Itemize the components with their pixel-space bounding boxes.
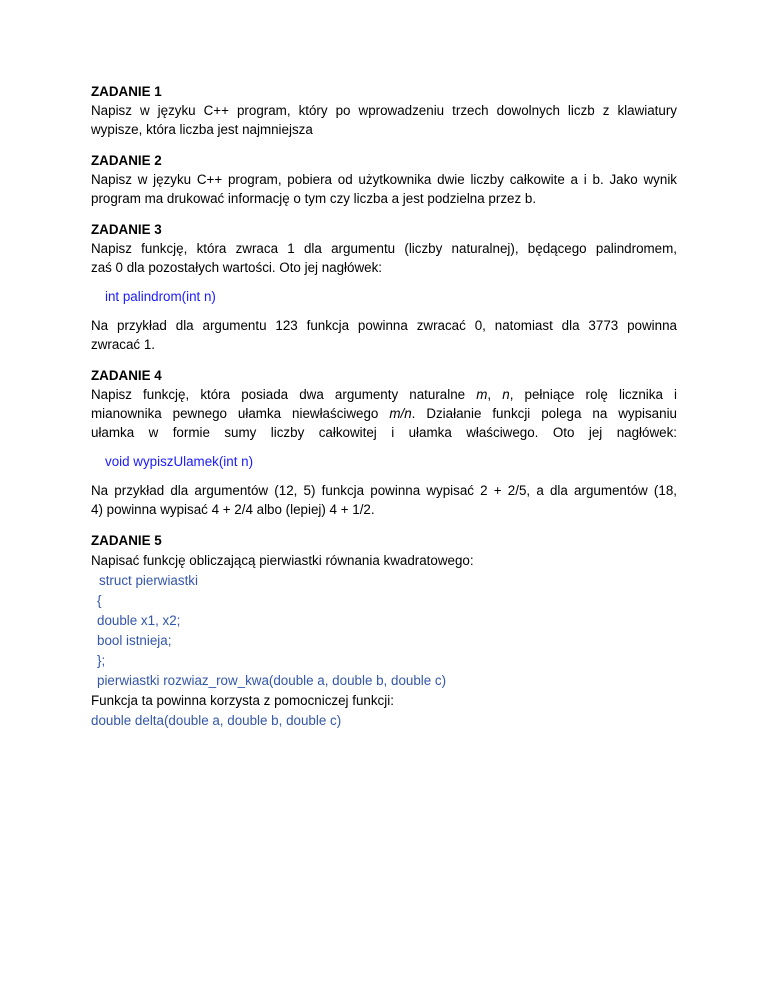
task-3-example-line2: zwracać 1. (91, 337, 155, 352)
task-4-var-mn: m/n (389, 406, 412, 421)
task-2-body-line1: Napisz w języku C++ program, pobiera od użytkownika dwie liczby całkowite a i b. Jako wynik (91, 172, 677, 187)
task-3-title: ZADANIE 3 (91, 222, 162, 237)
task-4-example-line2: 4) powinna wypisać 4 + 2/4 albo (lepiej) 4 + 1/2. (91, 502, 375, 517)
task-2-body-line2: program ma drukować informację o tym czy liczba a jest podzielna przez b. (91, 191, 537, 206)
task-1 (91, 82, 677, 139)
task-5-code-line-open-brace: { (97, 593, 102, 608)
document-page (91, 82, 677, 731)
task-4-body-line1-text-b: , pełniące rolę licznika i (509, 387, 677, 402)
task-4-example-line1: Na przykład dla argumentów (12, 5) funkcja powinna wypisać 2 + 2/5, a dla argumentów (18, (91, 483, 677, 498)
task-4-body-line1-comma: , (487, 387, 503, 402)
task-3-example-line1: Na przykład dla argumentu 123 funkcja powinna zwracać 0, natomiast dla 3773 powinna (91, 318, 677, 333)
task-4-code-header: void wypiszUlamek(int n) (105, 454, 254, 469)
task-4-body-line3: ułamka w formie sumy liczby całkowitej i ułamka właściwego. Oto jej nagłówek: (91, 425, 677, 440)
task-5-helper-intro: Funkcja ta powinna korzysta z pomocniczej funkcji: (91, 693, 394, 708)
task-4-var-m: m (476, 387, 488, 402)
task-4-title: ZADANIE 4 (91, 368, 162, 383)
task-5-code-line-struct: struct pierwiastki (99, 573, 198, 588)
task-4-body-line1-text-a: Napisz funkcję, która posiada dwa argumenty naturalne (91, 387, 477, 402)
task-4 (91, 366, 677, 519)
task-5-code-line-bool: bool istnieja; (97, 633, 172, 648)
task-5-title: ZADANIE 5 (91, 533, 162, 548)
task-1-body-line1: Napisz w języku C++ program, który po wprowadzeniu trzech dowolnych liczb z klawiatury (91, 103, 677, 118)
task-5 (91, 531, 677, 731)
task-5-code-line-close-brace: }; (97, 653, 106, 668)
task-5-code-line-function: pierwiastki rozwiaz_row_kwa(double a, double b, double c) (97, 673, 447, 688)
task-5-intro: Napisać funkcję obliczającą pierwiastki równania kwadratowego: (91, 553, 474, 568)
task-5-code-line-fields: double x1, x2; (97, 613, 181, 628)
task-1-title: ZADANIE 1 (91, 84, 162, 99)
task-3 (91, 220, 677, 354)
task-2-title: ZADANIE 2 (91, 153, 162, 168)
task-5-helper-code: double delta(double a, double b, double c) (91, 713, 342, 728)
task-4-body-line2 (91, 404, 677, 423)
task-4-body-line2-text-a: mianownika pewnego ułamka niewłaściwego (91, 406, 390, 421)
task-4-var-n: n (502, 387, 510, 402)
task-1-body-line2: wypisze, która liczba jest najmniejsza (91, 122, 313, 137)
task-3-code-header: int palindrom(int n) (105, 289, 216, 304)
task-4-body-line2-text-b: . Działanie funkcji polega na wypisaniu (411, 406, 678, 421)
task-2 (91, 151, 677, 208)
task-3-body-line2: zaś 0 dla pozostałych wartości. Oto jej nagłówek: (91, 260, 383, 275)
task-3-body-line1: Napisz funkcję, która zwraca 1 dla argumentu (liczby naturalnej), będącego palindromem, (91, 241, 677, 256)
task-4-body-line1 (91, 385, 677, 404)
